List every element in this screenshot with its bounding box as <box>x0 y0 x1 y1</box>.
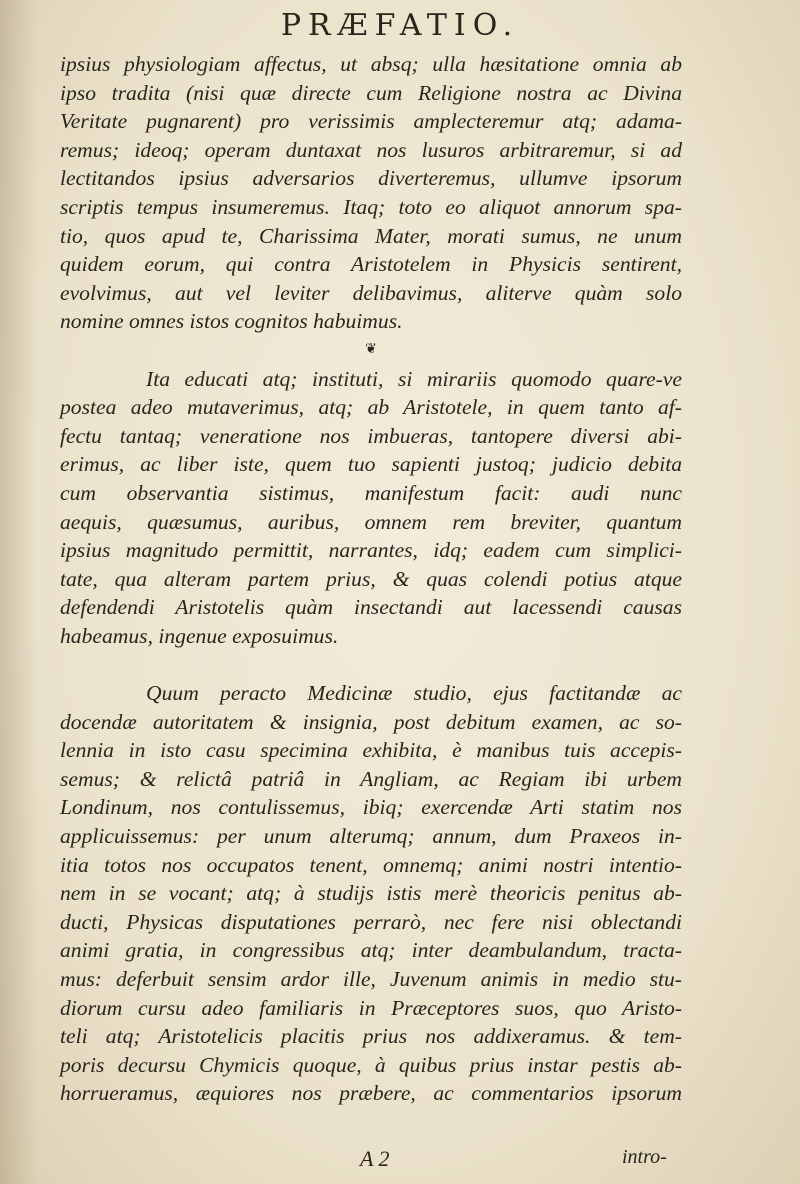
text-line: diorum cursu adeo familiaris in Præceptores suos, quo Aristo- <box>60 995 682 1020</box>
text-line: nomine omnes istos cognitos habuimus. <box>60 309 403 334</box>
text-line: scriptis tempus insumeremus. Itaq; toto eo aliquot annorum spa- <box>60 194 682 219</box>
text-line: evolvimus, aut vel leviter delibavimus, aliterve quàm solo <box>60 280 682 305</box>
body-text <box>60 50 682 1108</box>
text-line: fectu tantaq; veneratione nos imbueras, tantopere diversi abi- <box>60 423 682 448</box>
text-line: Ita educati atq; instituti, si mirariis quomodo quare-ve <box>146 366 682 391</box>
text-line: habeamus, ingenue exposuimus. <box>60 623 339 648</box>
text-line: ducti, Physicas disputationes perrarò, nec fere nisi oblectandi <box>60 909 682 934</box>
paragraph-3 <box>60 679 682 1108</box>
text-line: itia totos nos occupatos tenent, omnemq; animi nostri intentio- <box>60 852 682 877</box>
signature-mark: A 2 <box>360 1146 390 1171</box>
text-line: ipsius physiologiam affectus, ut absq; ulla hæsitatione omnia ab <box>60 52 682 76</box>
text-line: Londinum, nos contulissemus, ibiq; exercendæ Arti statim nos <box>60 795 682 820</box>
text-line: defendendi Aristotelis quàm insectandi aut lacessendi causas <box>60 595 682 620</box>
text-line: poris decursu Chymicis quoque, à quibus prius instar pestis ab- <box>60 1052 682 1077</box>
text-line: remus; ideoq; operam duntaxat nos lusuros arbitraremur, si ad <box>60 137 682 162</box>
text-line: tio, quos apud te, Charissima Mater, morati sumus, ne unum <box>60 223 682 248</box>
catchword: intro- <box>622 1146 667 1168</box>
gutter-shadow <box>0 0 38 1184</box>
text-line: semus; & relictâ patriâ in Angliam, ac Regiam ibi urbem <box>60 766 682 791</box>
text-line: docendæ autoritatem & insignia, post debitum examen, ac so- <box>60 709 682 734</box>
text-line: ipsius magnitudo permittit, narrantes, idq; eadem cum simplici- <box>60 538 682 563</box>
text-line: tate, qua alteram partem prius, & quas colendi potius atque <box>60 566 682 591</box>
paragraph-2 <box>60 365 682 651</box>
page-footer <box>0 1146 800 1176</box>
text-line: mus: deferbuit sensim ardor ille, Juvenum animis in medio stu- <box>60 967 682 991</box>
text-line: teli atq; Aristotelicis placitis prius nos addixeramus. & tem- <box>60 1024 682 1049</box>
text-line: cum observantia sistimus, manifestum facit: audi nunc <box>60 480 682 505</box>
text-line: animi gratia, in congressibus atq; inter deambulandum, tracta- <box>60 938 682 963</box>
text-line: postea adeo mutaverimus, atq; ab Aristotele, in quem tanto af- <box>60 395 682 420</box>
text-line: Veritate pugnarent) pro verissimis amplecteremur atq; adama- <box>60 109 682 134</box>
text-line: ipso tradita (nisi quæ directe cum Religione nostra ac Divina <box>60 80 682 105</box>
text-line: erimus, ac liber iste, quem tuo sapienti justoq; judicio debita <box>60 452 682 477</box>
paragraph-gap <box>60 650 682 679</box>
paragraph-1 <box>60 50 682 336</box>
paragraph-ornament: ❦ <box>365 341 377 357</box>
running-head: PRÆFATIO. <box>280 8 520 43</box>
text-line: applicuissemus: per unum alterumq; annum, dum Praxeos in- <box>60 824 682 849</box>
text-line: lectitandos ipsius adversarios diverteremus, ullumve ipsorum <box>60 166 682 191</box>
text-line: nem in se vocant; atq; à studijs istis merè theoricis penitus ab- <box>60 881 682 906</box>
text-line: aequis, quæsumus, auribus, omnem rem breviter, quantum <box>60 509 682 534</box>
text-line: horrueramus, æquiores nos præbere, ac commentarios ipsorum <box>60 1081 682 1106</box>
text-line: lennia in isto casu specimina exhibita, è manibus tuis accepis- <box>60 738 682 763</box>
text-line: Quum peracto Medicinæ studio, ejus factitandæ ac <box>146 681 682 706</box>
text-line: quidem eorum, qui contra Aristotelem in Physicis sentirent, <box>60 252 682 277</box>
